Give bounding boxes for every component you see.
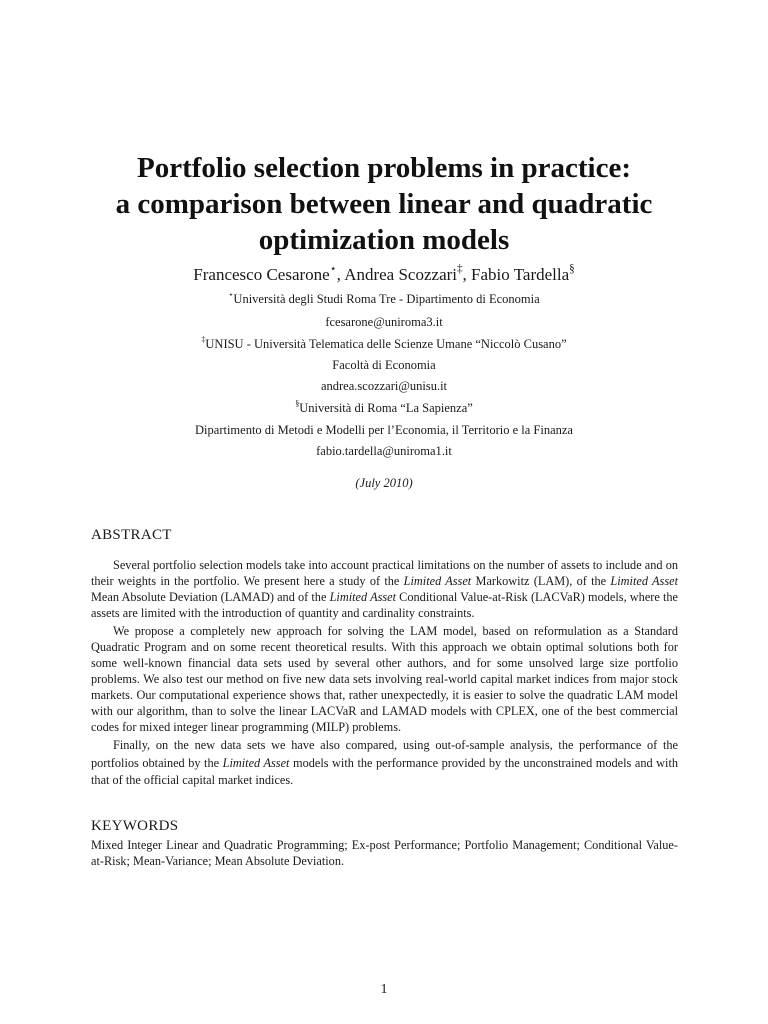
keywords-heading: KEYWORDS — [91, 818, 179, 834]
emphasis: Limited Asset — [222, 755, 290, 770]
text-run: Several portfolio selection models take into account practical limitations on the number of assets to include and on their weights in the portfolio. We present here a study of the — [91, 558, 678, 588]
affiliation-line — [40, 422, 728, 438]
author-name: Andrea Scozzari — [344, 265, 458, 284]
title-line-3: optimization models — [258, 224, 510, 256]
keywords-body — [91, 837, 678, 871]
affiliation-text: UNISU - Università Telematica delle Scienze Umane “Niccolò Cusano” — [205, 337, 567, 351]
affiliation-text: andrea.scozzari@unisu.it — [320, 379, 448, 393]
emphasis: Limited Asset — [403, 574, 472, 588]
affiliation-line — [40, 291, 728, 307]
affiliation-text: Università di Roma “La Sapienza” — [299, 401, 473, 415]
affiliation-text: Facoltà di Economia — [332, 358, 436, 372]
affiliation-line — [40, 357, 728, 373]
author-mark: § — [569, 263, 575, 276]
affiliation-line — [40, 400, 728, 416]
text-run: Finally, on the new data sets we have also compared, using out-of-sample analysis, the performance of the portfolios obtained by the — [91, 738, 678, 770]
text-run: Conditional Value-at-Risk (LACVaR) models, where the assets are limited with the introduction of quantity and cardinality constraints. — [91, 590, 679, 620]
page-number: 1 — [380, 982, 388, 997]
affiliation-line — [40, 336, 728, 352]
emphasis: Limited Asset — [329, 590, 397, 604]
text-run: Mean Absolute Deviation (LAMAD) and of the — [91, 590, 330, 604]
author-mark: ⋆ — [329, 263, 337, 276]
text-run: Markowitz (LAM), of the — [471, 574, 611, 588]
abstract-paragraph-2: We propose a completely new approach for solving the LAM model, based on reformulation as a Standard Quadratic Program and on some recent theoretical results. With this approach we obtain optimal solutions both for some well-known financial data sets used by several other authors, and for some unsolved large size portfolio problems. We also test our method on five new data sets involving real-world capital market indices from major stock markets. Our computational experience shows that, rather unexpectedly, it is easier to solve the quadratic LAM model with our algorithm, than to solve the linear LACVaR and LAMAD models with CPLEX, one of the best commercial codes for mixed integer linear programming (MILP) problems. — [91, 624, 678, 734]
emphasis: Limited Asset — [610, 574, 678, 588]
author-list — [40, 264, 728, 286]
author-separator: , — [336, 265, 345, 284]
affiliation-text: Dipartimento di Metodi e Modelli per l’Economia, il Territorio e la Finanza — [195, 423, 573, 437]
abstract-body — [91, 557, 678, 792]
affiliation-mark: ‡ — [201, 335, 206, 345]
affiliation-text: fcesarone@uniroma3.it — [325, 315, 443, 329]
paper-date: (July 2010) — [355, 476, 413, 490]
abstract-paragraph-3 — [91, 737, 678, 790]
affiliation-text: Università degli Studi Roma Tre - Dipartimento di Economia — [233, 292, 540, 306]
author-mark: ‡ — [457, 263, 463, 276]
affiliation-email — [40, 443, 728, 459]
affiliation-mark: ⋆ — [228, 290, 234, 300]
keywords-text: Mixed Integer Linear and Quadratic Programming; Ex-post Performance; Portfolio Management; Conditional Value-at-Risk; Mean-Variance; Mean Absolute Deviation. — [91, 838, 678, 868]
affiliation-mark: § — [295, 399, 300, 409]
author-name: Fabio Tardella — [471, 265, 570, 284]
abstract-paragraph-1 — [91, 557, 678, 621]
paper-title — [60, 150, 708, 258]
affiliation-email — [40, 314, 728, 330]
affiliation-text: fabio.tardella@uniroma1.it — [316, 444, 452, 458]
author-separator: , — [462, 265, 472, 284]
text-run: models with the performance provided by the unconstrained models and with that of the official capital market indices. — [91, 755, 679, 787]
affiliation-email — [40, 378, 728, 394]
abstract-heading: ABSTRACT — [91, 527, 172, 543]
author-name: Francesco Cesarone — [193, 265, 330, 284]
title-line-2: a comparison between linear and quadratic — [115, 188, 653, 220]
title-line-1: Portfolio selection problems in practice: — [137, 152, 631, 184]
